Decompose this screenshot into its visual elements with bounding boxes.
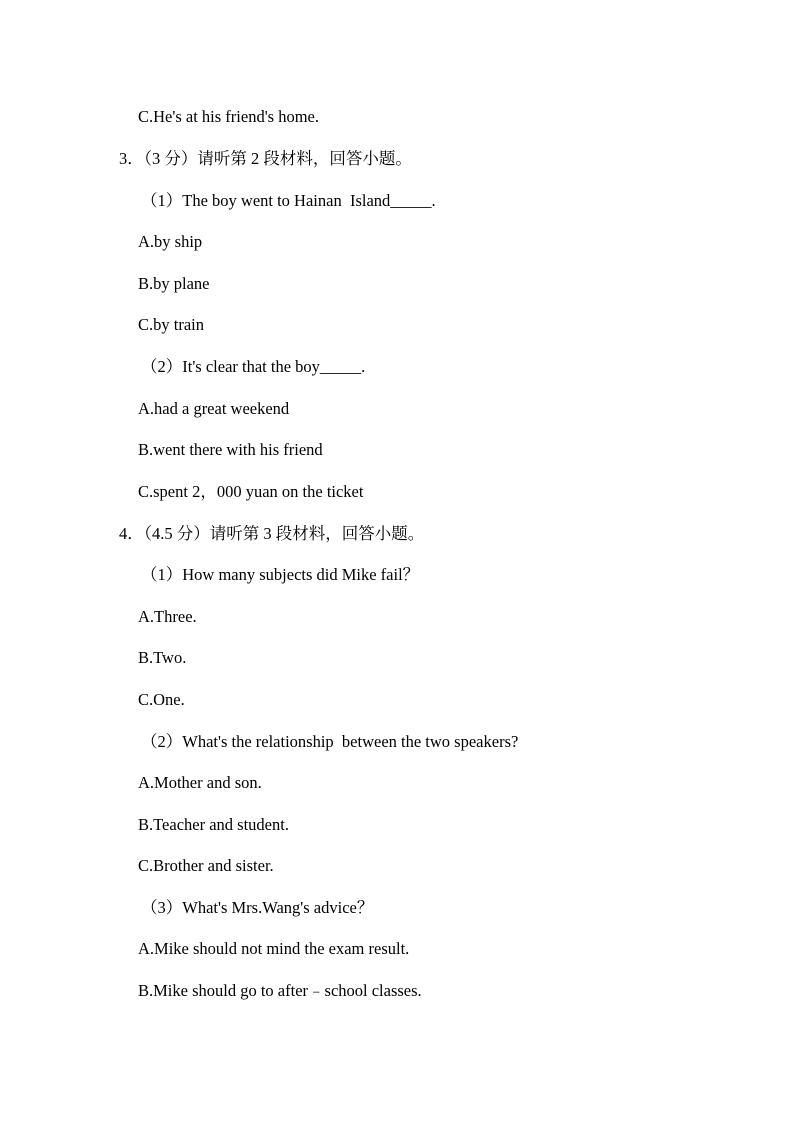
sub-question: （2）What's the relationship between the two speakers? — [141, 732, 519, 751]
sub-question: （3）What's Mrs.Wang's advice？ — [141, 898, 374, 917]
option-line: A.by ship — [138, 232, 203, 251]
option-line: A.Mike should not mind the exam result. — [138, 939, 410, 958]
sub-question: （2）It's clear that the boy_____. — [141, 357, 366, 376]
sub-question: （1）The boy went to Hainan Island_____. — [141, 191, 436, 210]
option-line: A.Three. — [138, 607, 197, 626]
option-line: B.Mike should go to after﹣school classes. — [138, 981, 422, 1000]
option-line: B.by plane — [138, 274, 210, 293]
option-line: C.by train — [138, 315, 204, 334]
option-line: C.spent 2，000 yuan on the ticket — [138, 482, 364, 501]
option-line: C.Brother and sister. — [138, 856, 274, 875]
option-line: C.One. — [138, 690, 185, 709]
option-line: B.Two. — [138, 648, 187, 667]
question-heading: 3．（3 分）请听第 2 段材料，回答小题。 — [119, 149, 412, 168]
option-line: A.had a great weekend — [138, 399, 290, 418]
option-line: C.He's at his friend's home. — [138, 107, 320, 126]
option-line: B.Teacher and student. — [138, 815, 289, 834]
option-line: B.went there with his friend — [138, 440, 323, 459]
sub-question: （1）How many subjects did Mike fail？ — [141, 565, 420, 584]
option-line: A.Mother and son. — [138, 773, 262, 792]
question-heading: 4．（4.5 分）请听第 3 段材料，回答小题。 — [119, 524, 425, 543]
